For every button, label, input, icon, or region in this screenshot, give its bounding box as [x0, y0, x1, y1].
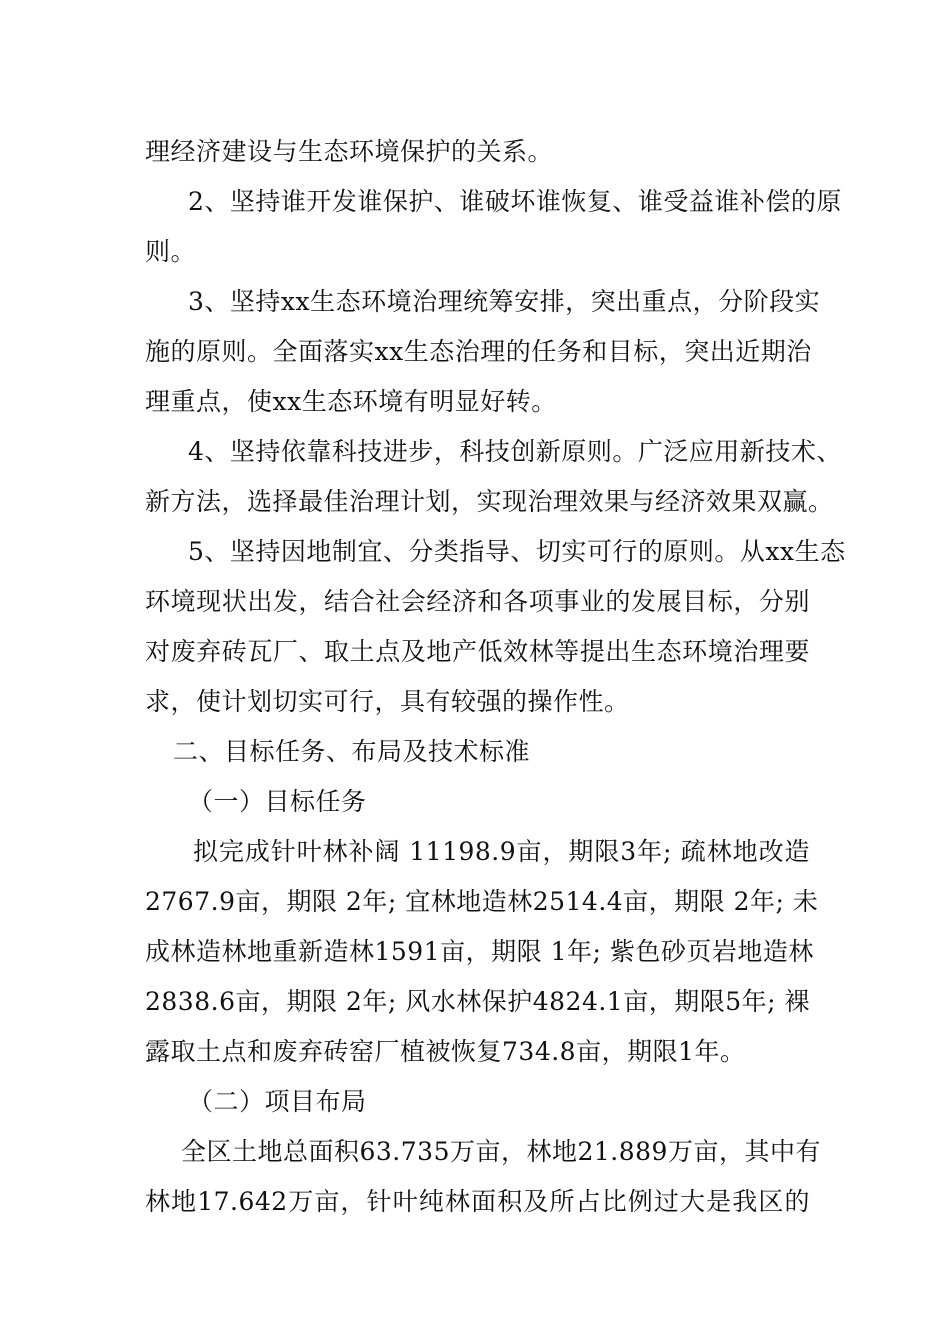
paragraph-line: 2838.6亩，期限 2年; 风水林保护4824.1亩，期限5年; 裸 — [145, 987, 810, 1016]
paragraph-line: 拟完成针叶林补阔 11198.9亩，期限3年; 疏林地改造 — [193, 837, 810, 866]
paragraph-line: 环境现状出发，结合社会经济和各项事业的发展目标，分别 — [145, 587, 810, 616]
paragraph-line: 则。 — [145, 237, 197, 266]
paragraph-line: 成林造林地重新造林1591亩，期限 1年; 紫色砂页岩地造林 — [145, 937, 814, 966]
paragraph-line: 3、坚持xx生态环境治理统筹安排，突出重点，分阶段实 — [188, 287, 821, 316]
paragraph-line: 施的原则。全面落实xx生态治理的任务和目标，突出近期治 — [145, 337, 812, 366]
paragraph-line: 理经济建设与生态环境保护的关系。 — [145, 137, 554, 166]
paragraph-line: 露取土点和废弃砖窑厂植被恢复734.8亩，期限1年。 — [145, 1037, 746, 1066]
section-heading: 二、目标任务、布局及技术标准 — [173, 737, 531, 766]
paragraph-line: 2、坚持谁开发谁保护、谁破坏谁恢复、谁受益谁补偿的原 — [188, 187, 842, 216]
subsection-heading: （二）项目布局 — [188, 1087, 367, 1116]
paragraph-line: 2767.9亩，期限 2年; 宜林地造林2514.4亩，期限 2年; 未 — [145, 887, 819, 916]
paragraph-line: 理重点，使xx生态环境有明显好转。 — [145, 387, 557, 416]
paragraph-line: 对废弃砖瓦厂、取土点及地产低效林等提出生态环境治理要 — [145, 637, 810, 666]
paragraph-line: 新方法，选择最佳治理计划，实现治理效果与经济效果双赢。 — [145, 487, 834, 516]
paragraph-line: 全区土地总面积63.735万亩，林地21.889万亩，其中有 — [181, 1137, 821, 1166]
paragraph-line: 林地17.642万亩，针叶纯林面积及所占比例过大是我区的 — [145, 1187, 810, 1216]
paragraph-line: 5、坚持因地制宜、分类指导、切实可行的原则。从xx生态 — [188, 537, 846, 566]
subsection-heading: （一）目标任务 — [188, 787, 367, 816]
paragraph-line: 4、坚持依靠科技进步，科技创新原则。广泛应用新技术、 — [188, 437, 842, 466]
paragraph-line: 求，使计划切实可行，具有较强的操作性。 — [145, 687, 630, 716]
